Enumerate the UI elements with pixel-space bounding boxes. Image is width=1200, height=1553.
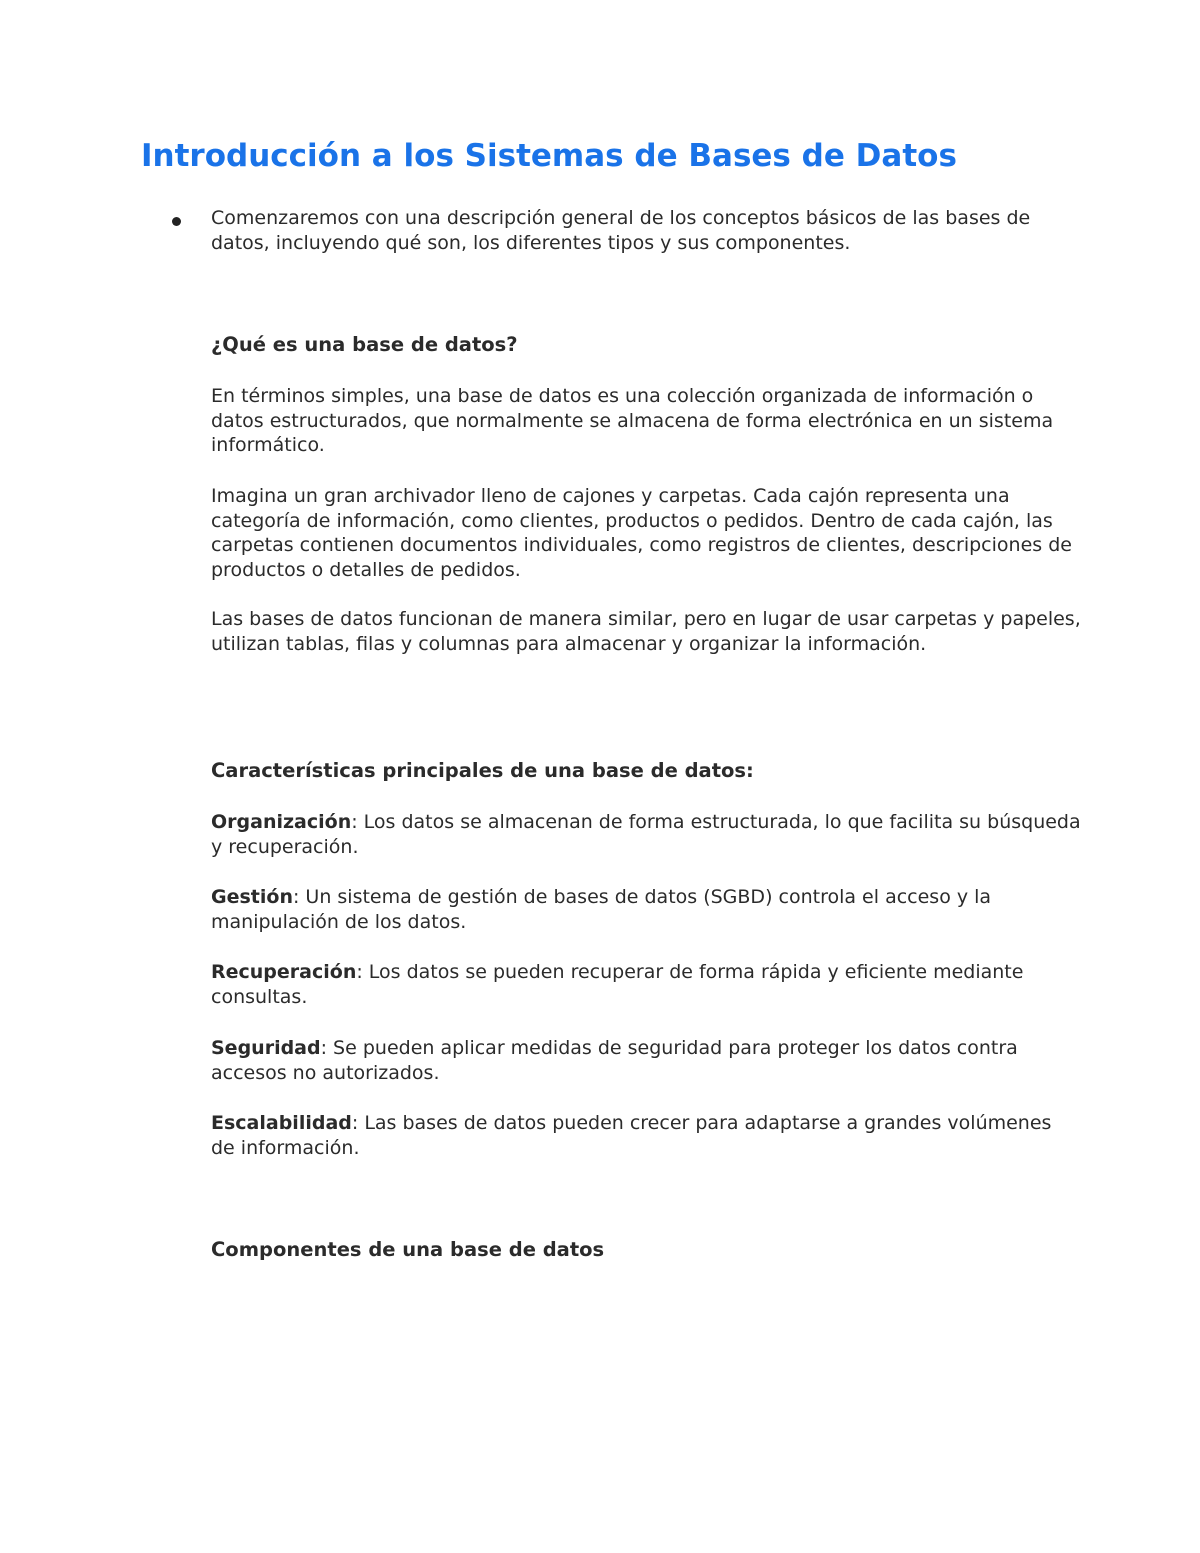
feature-description: : Los datos se almacenan de forma estructurada, lo que facilita su búsqueda y recuperación.: [211, 811, 1081, 858]
feature-term: Organización: [211, 811, 352, 833]
section-heading-features: Características principales de una base de datos:: [211, 759, 754, 782]
feature-term: Seguridad: [211, 1037, 321, 1059]
paragraph-tables: Las bases de datos funcionan de manera similar, pero en lugar de usar carpetas y papeles, utilizan tablas, filas y columnas para almacenar y organizar la información.: [211, 608, 1081, 655]
feature-term: Escalabilidad: [211, 1112, 352, 1134]
feature-item: [211, 960, 1081, 1009]
bullet-icon: [172, 217, 181, 226]
feature-term: Recuperación: [211, 961, 357, 983]
feature-item: [211, 810, 1081, 859]
feature-description: : Las bases de datos pueden crecer para adaptarse a grandes volúmenes de información.: [211, 1112, 1052, 1159]
feature-item: [211, 1111, 1081, 1160]
intro-bullet-text: Comenzaremos con una descripción general de los conceptos básicos de las bases de datos, incluyendo qué son, los diferentes tipos y sus componentes.: [211, 207, 1031, 254]
section-heading-components: Componentes de una base de datos: [211, 1238, 605, 1261]
feature-description: : Los datos se pueden recuperar de forma rápida y eficiente mediante consultas.: [211, 961, 1024, 1008]
paragraph-analogy: Imagina un gran archivador lleno de cajones y carpetas. Cada cajón representa una categoría de información, como clientes, productos o pedidos. Dentro de cada cajón, las carpetas contienen documentos individuales, como registros de clientes, descripciones de productos o detalles de pedidos.: [211, 485, 1072, 581]
feature-item: [211, 1036, 1081, 1085]
feature-description: : Se pueden aplicar medidas de seguridad para proteger los datos contra accesos no autorizados.: [211, 1037, 1018, 1084]
feature-item: [211, 885, 1081, 934]
section-heading-what-is: ¿Qué es una base de datos?: [211, 333, 518, 356]
document-title: Introducción a los Sistemas de Bases de Datos: [141, 138, 957, 174]
paragraph-definition: En términos simples, una base de datos es una colección organizada de información o datos estructurados, que normalmente se almacena de forma electrónica en un sistema informático.: [211, 385, 1054, 456]
feature-term: Gestión: [211, 886, 293, 908]
feature-description: : Un sistema de gestión de bases de datos (SGBD) controla el acceso y la manipulación de los datos.: [211, 886, 992, 933]
